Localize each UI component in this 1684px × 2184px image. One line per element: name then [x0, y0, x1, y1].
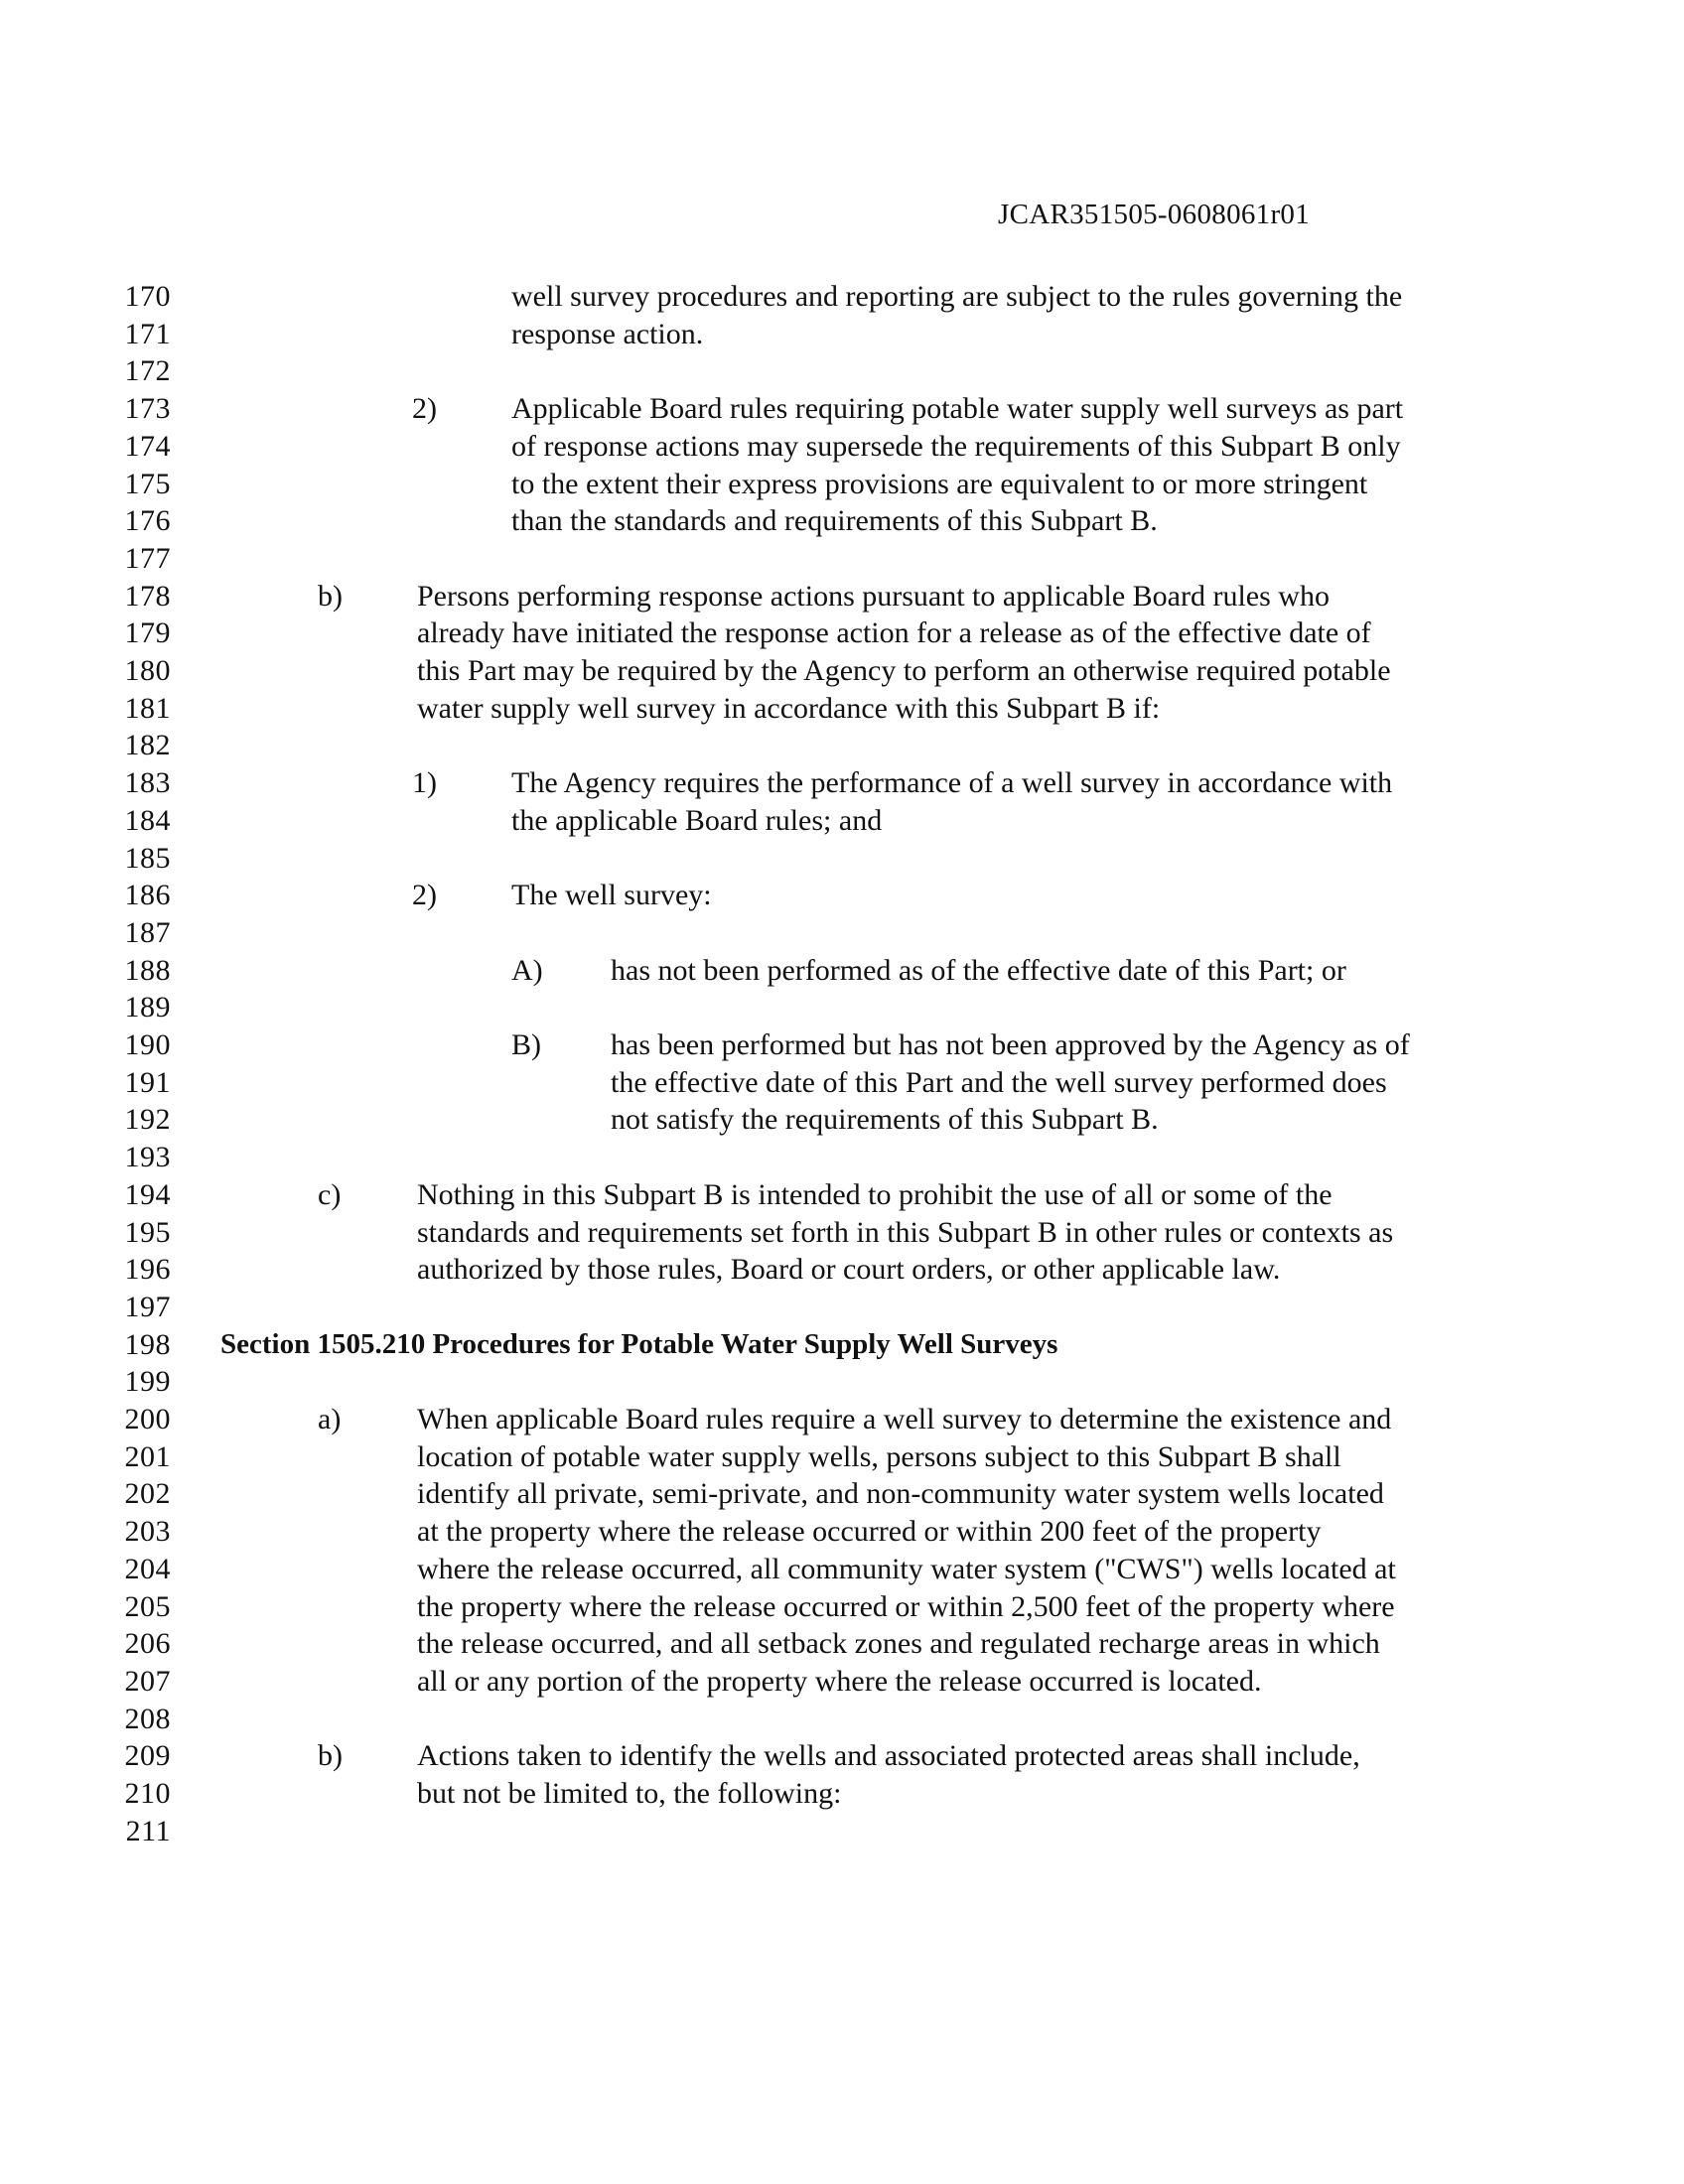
- line-number: 188: [124, 953, 171, 987]
- document-line: [0, 914, 1684, 952]
- line-number: 205: [124, 1589, 171, 1623]
- line-number: 179: [124, 616, 171, 650]
- line-text: identify all private, semi-private, and non-community water system wells located: [417, 1477, 1384, 1511]
- line-text: response action.: [511, 317, 704, 350]
- line-text: Persons performing response actions pursuant to applicable Board rules who: [417, 579, 1330, 613]
- line-text: Actions taken to identify the wells and associated protected areas shall include,: [417, 1739, 1360, 1773]
- line-text: this Part may be required by the Agency to perform an otherwise required potable: [417, 654, 1391, 687]
- line-number: 187: [124, 915, 171, 949]
- document-line: [0, 1251, 1684, 1289]
- document-line: [0, 1401, 1684, 1438]
- line-text: has been performed but has not been approved by the Agency as of: [611, 1028, 1410, 1061]
- line-text: well survey procedures and reporting are subject to the rules governing the: [511, 280, 1403, 313]
- line-number: 197: [124, 1290, 171, 1323]
- line-number: 196: [124, 1253, 171, 1287]
- document-line: [0, 1737, 1684, 1775]
- line-number: 200: [124, 1403, 171, 1435]
- line-number: 208: [124, 1702, 171, 1735]
- line-number: 210: [124, 1777, 171, 1810]
- document-line: [0, 1438, 1684, 1476]
- item-label: c): [318, 1177, 342, 1211]
- line-text: water supply well survey in accordance with this Subpart B if:: [417, 691, 1161, 725]
- line-number: 191: [124, 1065, 171, 1099]
- line-text: already have initiated the response action for a release as of the effective date of: [417, 616, 1371, 650]
- line-text: to the extent their express provisions are equivalent to or more stringent: [511, 467, 1368, 500]
- line-text: than the standards and requirements of this Subpart B.: [511, 504, 1158, 538]
- line-number: 172: [124, 354, 171, 388]
- line-number: 189: [124, 991, 171, 1024]
- line-number: 199: [124, 1365, 171, 1399]
- document-line: [0, 1625, 1684, 1663]
- line-number: 174: [124, 429, 171, 463]
- document-line: [0, 578, 1684, 615]
- line-text: authorized by those rules, Board or court orders, or other applicable law.: [417, 1253, 1281, 1287]
- document-line: [0, 278, 1684, 316]
- line-number: 193: [124, 1141, 171, 1174]
- line-text: The well survey:: [511, 879, 712, 912]
- document-line: [0, 1813, 1684, 1850]
- document-line: [0, 802, 1684, 840]
- line-number: 186: [124, 879, 171, 912]
- line-text: Nothing in this Subpart B is intended to prohibit the use of all or some of the: [417, 1177, 1333, 1211]
- line-text: Applicable Board rules requiring potable water supply well surveys as part: [511, 392, 1404, 426]
- document-line: [0, 614, 1684, 652]
- line-number: 177: [124, 541, 171, 575]
- document-line: [0, 989, 1684, 1026]
- document-line: [0, 428, 1684, 466]
- line-text: not satisfy the requirements of this Subpart B.: [611, 1103, 1159, 1137]
- document-line: [0, 316, 1684, 353]
- item-label: 1): [412, 766, 437, 800]
- document-line: [0, 1513, 1684, 1551]
- line-number: 181: [124, 691, 171, 725]
- document-line: [0, 1475, 1684, 1513]
- line-number: 206: [124, 1627, 171, 1661]
- document-line: [0, 764, 1684, 802]
- document-line: [0, 1176, 1684, 1214]
- document-line: [0, 1214, 1684, 1252]
- document-line: [0, 952, 1684, 990]
- line-number: 207: [124, 1664, 171, 1698]
- line-number: 194: [124, 1177, 171, 1211]
- line-text: the property where the release occurred or within 2,500 feet of the property where: [417, 1589, 1395, 1623]
- line-text: at the property where the release occurred or within 200 feet of the property: [417, 1515, 1322, 1549]
- line-number: 178: [124, 579, 171, 613]
- line-text: the applicable Board rules; and: [511, 803, 883, 837]
- line-text: of response actions may supersede the requirements of this Subpart B only: [511, 429, 1401, 463]
- document-line: [0, 652, 1684, 690]
- document-line: [0, 502, 1684, 540]
- document-line: [0, 1363, 1684, 1401]
- document-line: [0, 1551, 1684, 1588]
- document-line: [0, 1775, 1684, 1813]
- document-line: [0, 727, 1684, 764]
- line-number: 201: [124, 1439, 171, 1473]
- line-number: 176: [124, 504, 171, 538]
- line-text: the effective date of this Part and the well survey performed does: [611, 1065, 1387, 1099]
- line-number: 183: [124, 766, 171, 800]
- item-label: 2): [412, 879, 437, 912]
- item-label: a): [318, 1403, 342, 1435]
- line-number: 182: [124, 729, 171, 762]
- line-text: all or any portion of the property where the release occurred is located.: [417, 1664, 1262, 1698]
- line-number: 185: [124, 841, 171, 875]
- line-text: The Agency requires the performance of a well survey in accordance with: [511, 766, 1393, 800]
- line-number: 195: [124, 1215, 171, 1249]
- line-number: 184: [124, 803, 171, 837]
- line-text: standards and requirements set forth in this Subpart B in other rules or contexts as: [417, 1215, 1394, 1249]
- document-id: JCAR351505-0608061r01: [998, 199, 1311, 230]
- document-line: [0, 1139, 1684, 1176]
- line-number: 209: [124, 1739, 171, 1773]
- document-line: [0, 690, 1684, 728]
- document-line: [0, 1663, 1684, 1701]
- line-number: 173: [124, 392, 171, 426]
- line-number: 192: [124, 1103, 171, 1137]
- line-number: 203: [124, 1515, 171, 1549]
- line-number: 204: [124, 1552, 171, 1585]
- line-number: 180: [124, 654, 171, 687]
- document-line: [0, 1101, 1684, 1139]
- line-text: the release occurred, and all setback zones and regulated recharge areas in which: [417, 1627, 1380, 1661]
- document-line: [0, 1064, 1684, 1102]
- line-number: 170: [124, 280, 171, 313]
- document-line: [0, 540, 1684, 578]
- line-number: 211: [125, 1814, 171, 1847]
- line-text: location of potable water supply wells, persons subject to this Subpart B shall: [417, 1439, 1341, 1473]
- document-line: [0, 1289, 1684, 1326]
- line-number: 175: [124, 467, 171, 500]
- document-line: [0, 840, 1684, 878]
- line-text: but not be limited to, the following:: [417, 1777, 842, 1810]
- document-line: [0, 1588, 1684, 1626]
- item-label: A): [511, 953, 543, 987]
- document-line: [0, 1326, 1684, 1364]
- item-label: b): [318, 579, 343, 613]
- section-heading: Section 1505.210 Procedures for Potable Water Supply Well Surveys: [220, 1327, 1058, 1360]
- line-text: has not been performed as of the effective date of this Part; or: [611, 953, 1346, 987]
- item-label: b): [318, 1739, 343, 1773]
- document-line: [0, 1026, 1684, 1064]
- line-number: 202: [124, 1477, 171, 1511]
- line-number: 198: [124, 1327, 171, 1361]
- document-line: [0, 352, 1684, 390]
- line-number: 171: [124, 317, 171, 350]
- line-number: 190: [124, 1028, 171, 1061]
- item-label: 2): [412, 392, 437, 426]
- document-line: [0, 877, 1684, 914]
- document-line: [0, 390, 1684, 428]
- line-text: When applicable Board rules require a well survey to determine the existence and: [417, 1403, 1392, 1435]
- line-text: where the release occurred, all community water system ("CWS") wells located at: [417, 1552, 1396, 1585]
- item-label: B): [511, 1028, 541, 1061]
- document-line: [0, 466, 1684, 503]
- document-line: [0, 1701, 1684, 1738]
